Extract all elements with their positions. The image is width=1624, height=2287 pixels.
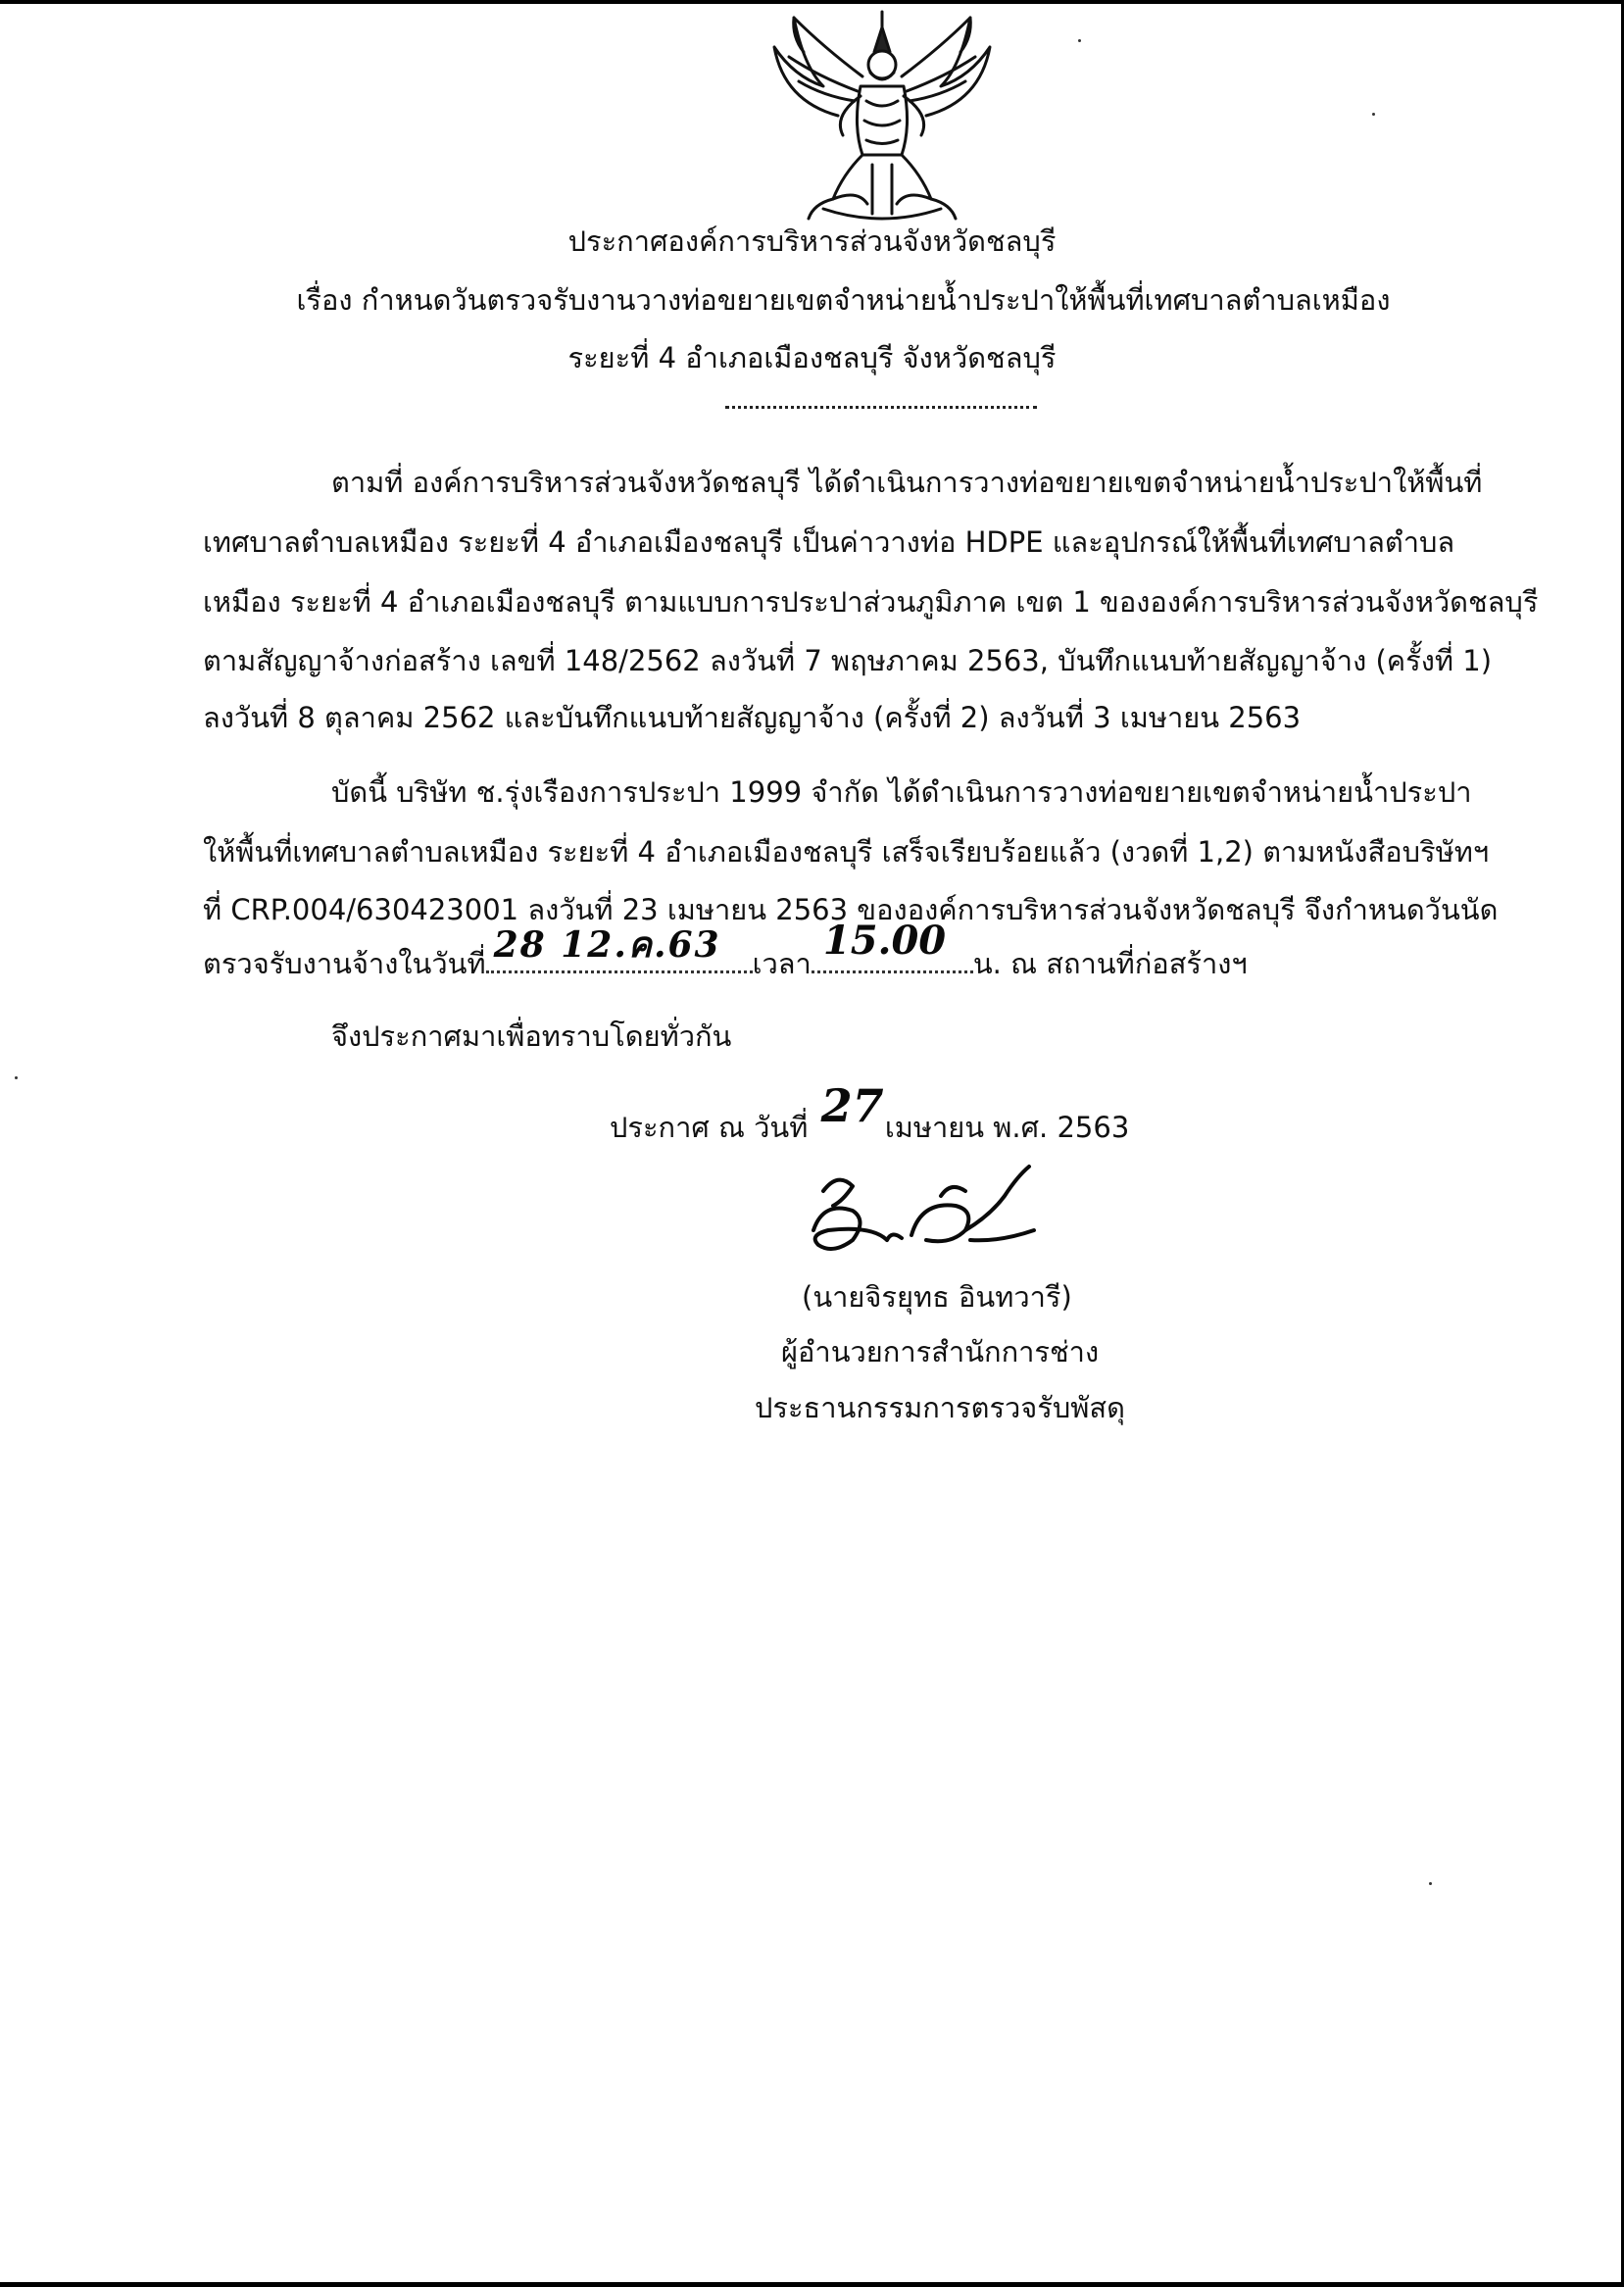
- announcement-suffix: เมษายน พ.ศ. 2563: [884, 1111, 1130, 1144]
- announcement-prefix: ประกาศ ณ วันที่: [610, 1111, 809, 1144]
- paragraph-2-line-2: ให้พื้นที่เทศบาลตำบลเหมือง ระยะที่ 4 อำเภอเมืองชลบุรี เสร็จเรียบร้อยแล้ว (งวดที่ 1,2) ตามหนังสือบริษัทฯ: [203, 835, 1490, 869]
- handwritten-day: 27: [820, 1079, 884, 1132]
- inspection-suffix: น. ณ สถานที่ก่อสร้างฯ: [972, 947, 1248, 980]
- scan-speck: [1429, 1882, 1432, 1885]
- paragraph-2-line-3: ที่ CRP.004/630423001 ลงวันที่ 23 เมษายน 2563 ขององค์การบริหารส่วนจังหวัดชลบุรี จึงกำหนดวันนัด: [203, 893, 1499, 926]
- garuda-emblem-icon: [764, 8, 1000, 228]
- inspection-date-blank: [486, 924, 753, 973]
- signature-image: [794, 1162, 1058, 1279]
- inspection-time-blank: [812, 918, 973, 973]
- handwritten-date: 28 12.ค.63: [493, 924, 721, 966]
- announcement-day-field: [817, 1079, 884, 1137]
- document-subject: เรื่อง กำหนดวันตรวจรับงานวางท่อขยายเขตจำหน่ายน้ำประปาให้พื้นที่เทศบาลตำบลเหมือง: [296, 283, 1391, 317]
- scan-speck: [15, 1076, 18, 1079]
- scan-edge-bottom: [0, 2282, 1624, 2287]
- document-title: ประกาศองค์การบริหารส่วนจังหวัดชลบุรี: [567, 224, 1057, 258]
- closing-statement: จึงประกาศมาเพื่อทราบโดยทั่วกัน: [331, 1019, 732, 1053]
- paragraph-2-line-1: บัดนี้ บริษัท ช.รุ่งเรืองการประปา 1999 จำกัด ได้ดำเนินการวางท่อขยายเขตจำหน่ายน้ำประปา: [331, 775, 1472, 809]
- handwritten-time: 15.00: [822, 918, 947, 964]
- announcement-date-line: [610, 1079, 1130, 1145]
- paragraph-1-line-1: ตามที่ องค์การบริหารส่วนจังหวัดชลบุรี ได้ดำเนินการวางท่อขยายเขตจำหน่ายน้ำประปาให้พื้นที่: [331, 466, 1483, 499]
- scan-edge-top: [0, 0, 1624, 4]
- signer-position: ผู้อำนวยการสำนักการช่าง: [781, 1335, 1100, 1368]
- paragraph-1-line-4: ตามสัญญาจ้างก่อสร้าง เลขที่ 148/2562 ลงวันที่ 7 พฤษภาคม 2563, บันทึกแนบท้ายสัญญาจ้าง (ครั้งที่ 1): [203, 644, 1493, 677]
- inspection-prefix: ตรวจรับงานจ้างในวันที่: [203, 947, 486, 980]
- inspection-line: [203, 918, 1248, 981]
- scan-speck: [1078, 39, 1081, 42]
- document-phase: ระยะที่ 4 อำเภอเมืองชลบุรี จังหวัดชลบุรี: [567, 341, 1057, 374]
- paragraph-1-line-5: ลงวันที่ 8 ตุลาคม 2562 และบันทึกแนบท้ายสัญญาจ้าง (ครั้งที่ 2) ลงวันที่ 3 เมษายน 2563: [203, 701, 1302, 734]
- inspection-time-label: เวลา: [752, 947, 812, 980]
- paragraph-1-line-2: เทศบาลตำบลเหมือง ระยะที่ 4 อำเภอเมืองชลบุรี เป็นค่าวางท่อ HDPE และอุปกรณ์ให้พื้นที่เทศบาลตำบล: [203, 525, 1455, 559]
- scan-speck: [1372, 113, 1375, 116]
- signer-role: ประธานกรรมการตรวจรับพัสดุ: [755, 1391, 1125, 1424]
- signer-name: (นายจิรยุทธ อินทวารี): [802, 1280, 1072, 1314]
- paragraph-1-line-3: เหมือง ระยะที่ 4 อำเภอเมืองชลบุรี ตามแบบการประปาส่วนภูมิภาค เขต 1 ขององค์การบริหารส่วนจังหวัดชลบุรี: [203, 585, 1539, 619]
- header-divider: [725, 406, 1037, 409]
